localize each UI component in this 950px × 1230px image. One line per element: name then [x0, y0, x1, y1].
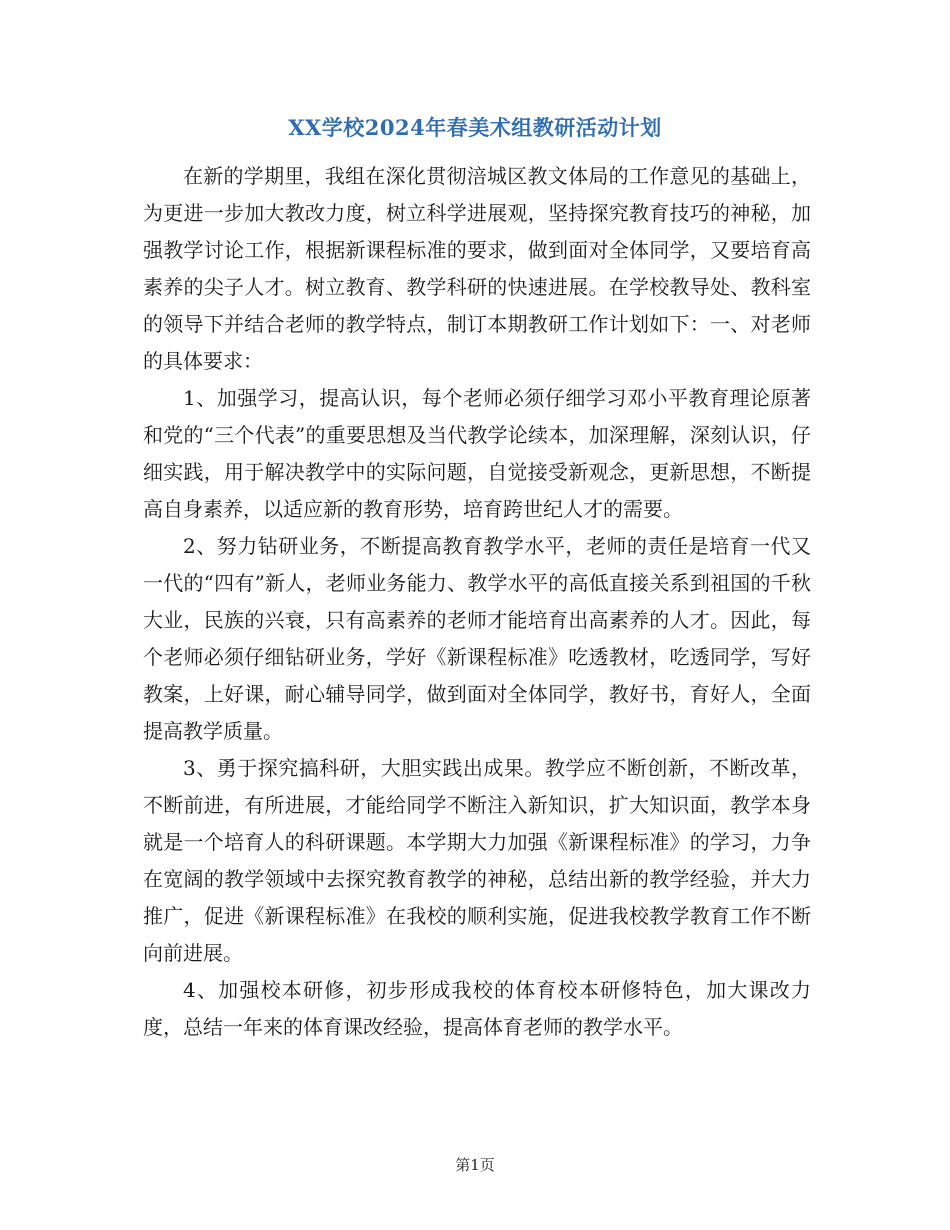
paragraph-item-3: 3、勇于探究搞科研，大胆实践出成果。教学应不断创新，不断改革，不断前进，有所进展，才能给同学不断注入新知识，扩大知识面，教学本身就是一个培育人的科研课题。本学期大力加强《新课程标准》的学习，力争在宽阔的教学领域中去探究教育教学的神秘，总结出新的教学经验，并大力推广，促进《新课程标准》在我校的顺利实施，促进我校教学教育工作不断向前进展。 [143, 756, 811, 965]
document-title: XX学校2024年春美术组教研活动计划 [288, 115, 662, 140]
paragraph-item-2: 2、努力钻研业务，不断提高教育教学水平，老师的责任是培育一代又一代的“四有”新人，老师业务能力、教学水平的高低直接关系到祖国的千秋大业，民族的兴衰，只有高素养的老师才能培育出高素养的人才。因此，每个老师必须仔细钻研业务，学好《新课程标准》吃透教材，吃透同学，写好教案，上好课，耐心辅导同学，做到面对全体同学，教好书，育好人，全面提高教学质量。 [143, 534, 811, 743]
paragraph-intro: 在新的学期里，我组在深化贯彻涪城区教文体局的工作意见的基础上，为更进一步加大教改力度，树立科学进展观，坚持探究教育技巧的神秘，加强教学讨论工作，根据新课程标准的要求，做到面对全体同学，又要培育高素养的尖子人才。树立教育、教学科研的快速进展。在学校教导处、教科室的领导下并结合老师的教学特点，制订本期教研工作计划如下：一、对老师的具体要求： [143, 164, 811, 373]
paragraph-item-4: 4、加强校本研修，初步形成我校的体育校本研修特色，加大课改力度，总结一年来的体育课改经验，提高体育老师的教学水平。 [143, 978, 811, 1039]
page-number: 第1页 [455, 1156, 495, 1174]
paragraph-item-1: 1、加强学习，提高认识，每个老师必须仔细学习邓小平教育理论原著和党的“三个代表”的重要思想及当代教学论续本，加深理解，深刻认识，仔细实践，用于解决教学中的实际问题，自觉接受新观念，更新思想，不断提高自身素养，以适应新的教育形势，培育跨世纪人才的需要。 [143, 386, 811, 521]
document-body [143, 158, 811, 1046]
